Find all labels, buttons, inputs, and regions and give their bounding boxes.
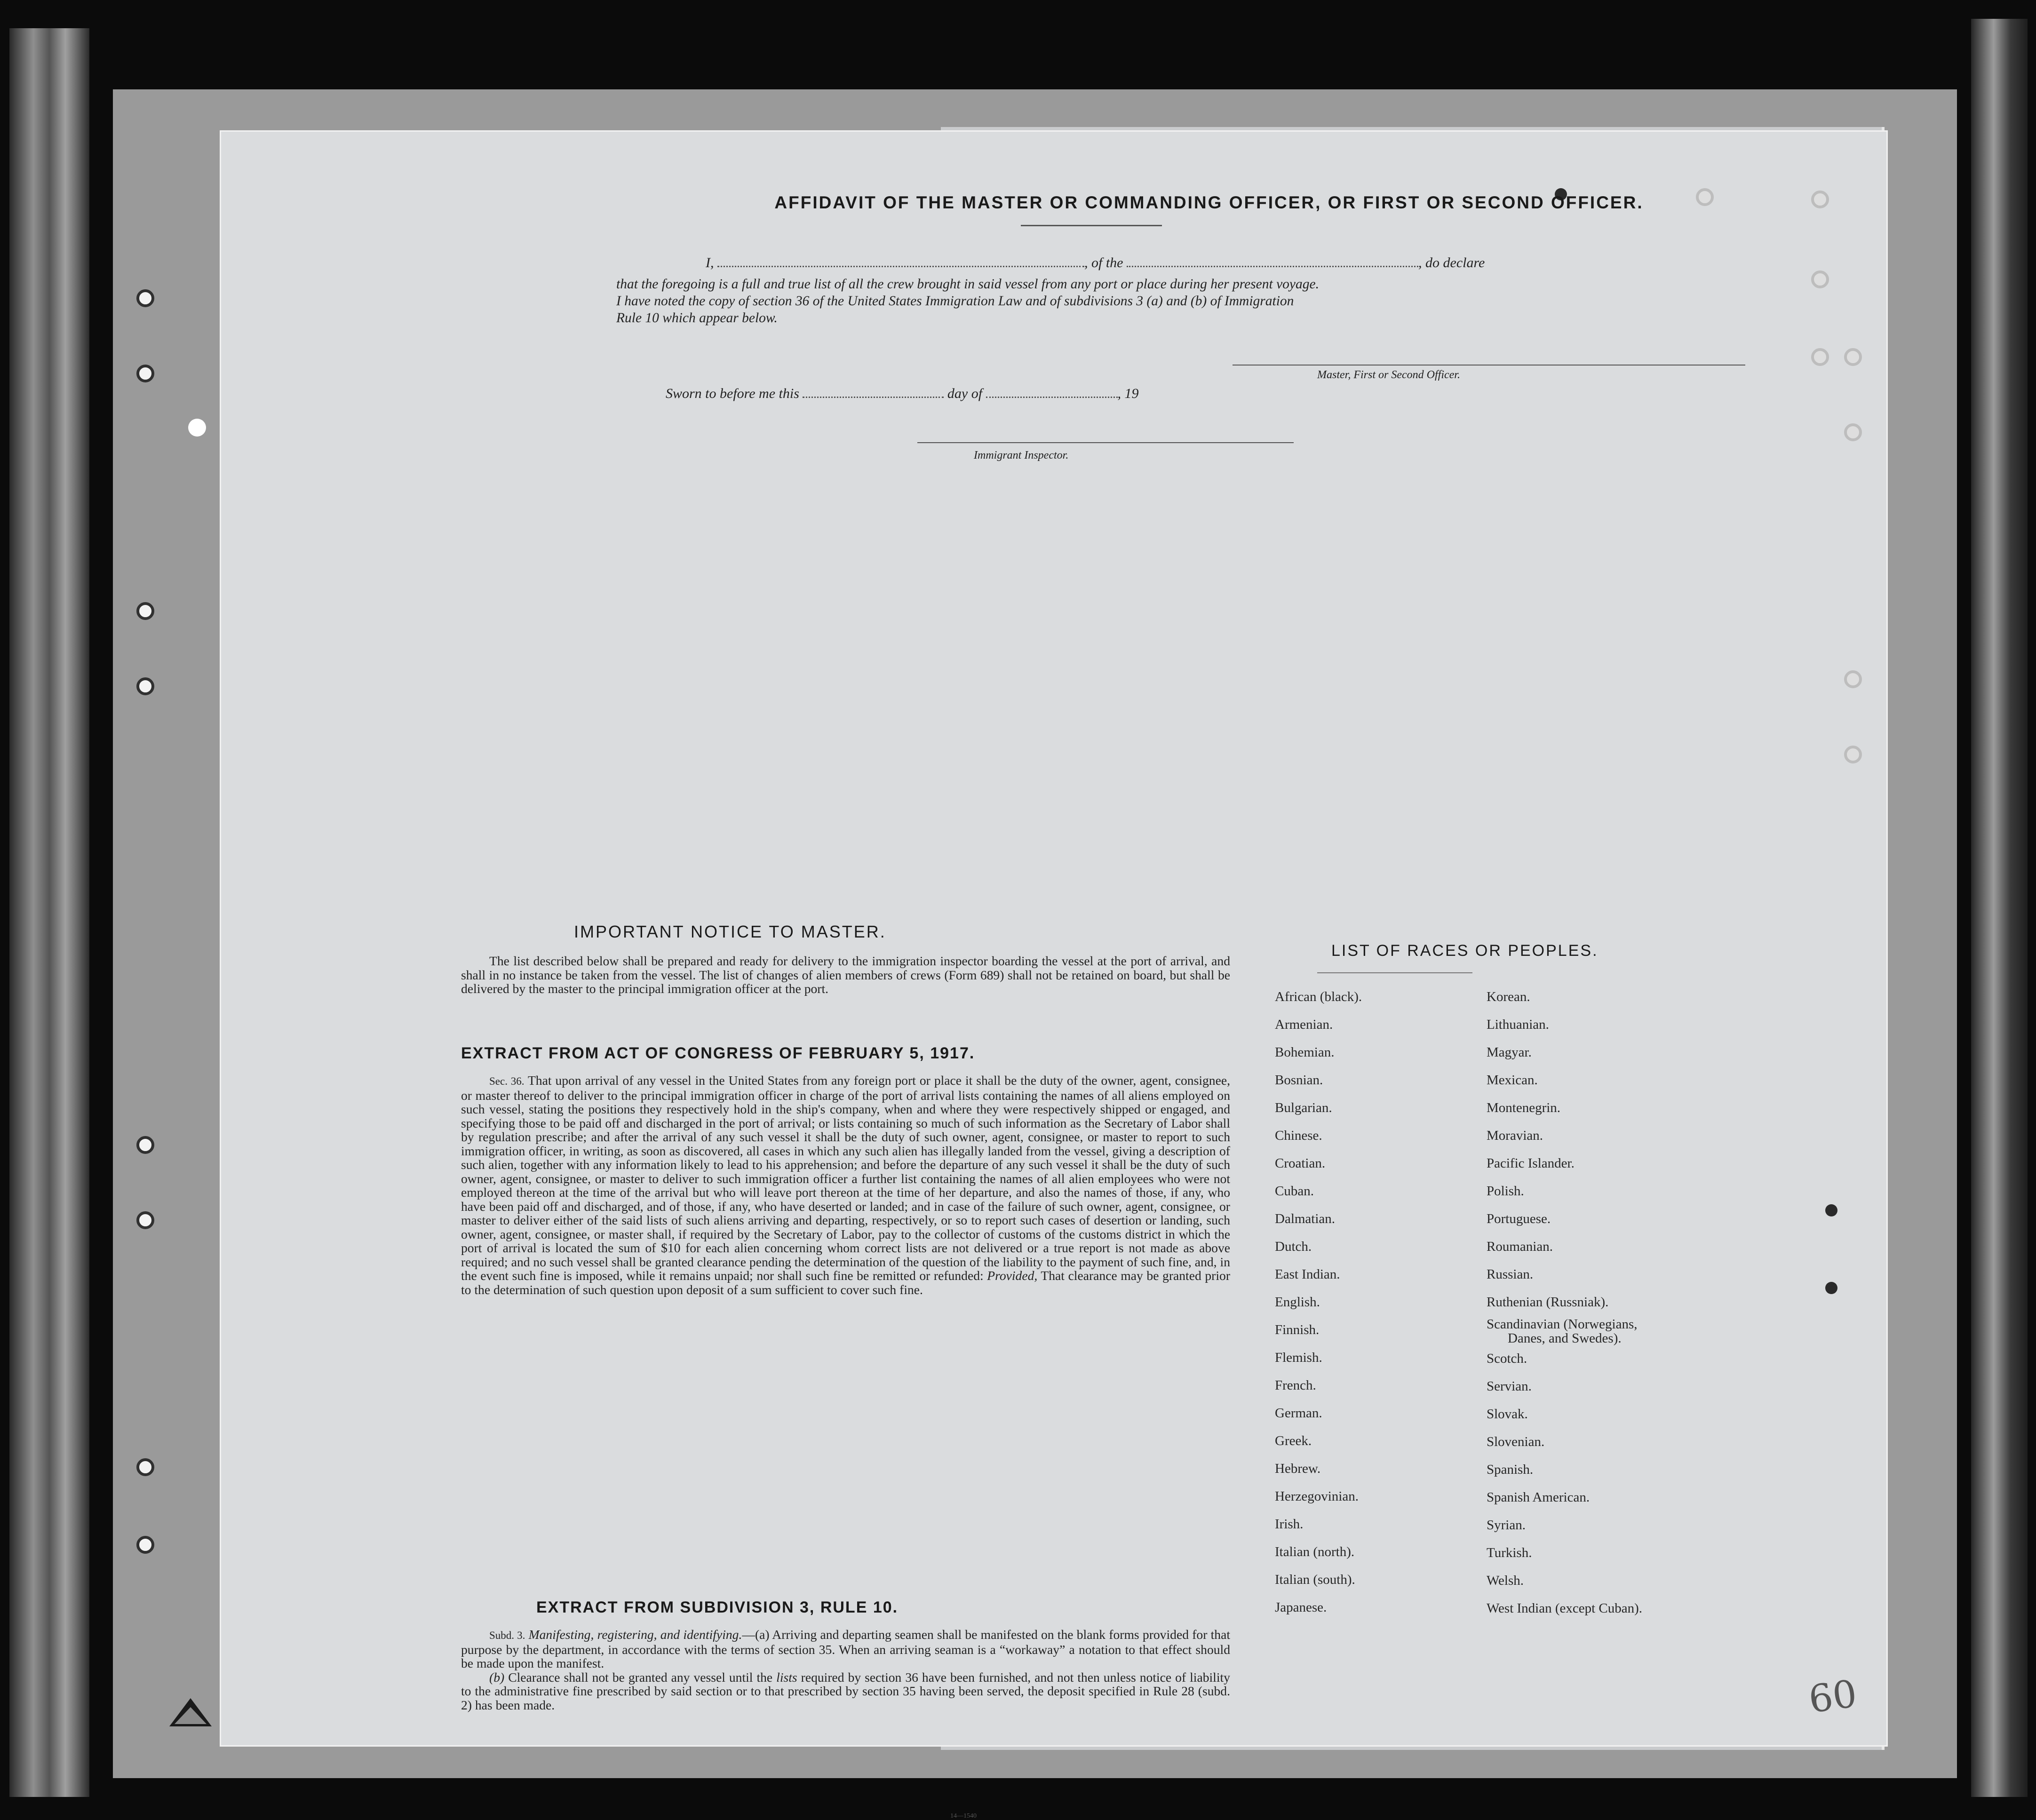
- list-item: Armenian.: [1275, 1017, 1333, 1032]
- punch-hole-icon: [1844, 670, 1862, 688]
- list-item: West Indian (except Cuban).: [1487, 1601, 1643, 1616]
- sworn-day-of: day of: [947, 386, 983, 401]
- affidavit-title: AFFIDAVIT OF THE MASTER OR COMMANDING OFFICER, OR FIRST OR SECOND OFFICER.: [774, 193, 1644, 212]
- notice-title: IMPORTANT NOTICE TO MASTER.: [574, 922, 886, 941]
- triangle-mark-inner: [175, 1707, 207, 1724]
- punch-hole-icon: [136, 289, 154, 307]
- name-blank: [717, 255, 1084, 267]
- list-item: Moravian.: [1487, 1128, 1543, 1143]
- divider: [1021, 225, 1162, 226]
- punch-hole-icon: [136, 1536, 154, 1554]
- handwritten-page-number: 60: [1806, 1671, 1860, 1722]
- list-item: Syrian.: [1487, 1518, 1526, 1533]
- sworn-year: , 19: [1117, 386, 1139, 401]
- extract-act-title: EXTRACT FROM ACT OF CONGRESS OF FEBRUARY 5, 1917.: [461, 1044, 975, 1062]
- punch-hole-icon: [1825, 1282, 1837, 1294]
- list-item: Welsh.: [1487, 1573, 1524, 1588]
- list-item: Chinese.: [1275, 1128, 1322, 1143]
- list-item: Mexican.: [1487, 1073, 1538, 1088]
- list-item: Danes, and Swedes).: [1508, 1331, 1622, 1346]
- declaration-suffix: , do declare: [1418, 255, 1485, 270]
- sworn-line: [666, 386, 1139, 402]
- binder-edge-left: [9, 28, 89, 1797]
- declaration-prefix: I,: [706, 255, 714, 270]
- signature-label: Master, First or Second Officer.: [1317, 369, 1460, 381]
- list-item: German.: [1275, 1406, 1322, 1421]
- list-item: Lithuanian.: [1487, 1017, 1549, 1032]
- section-label: Sec. 36.: [489, 1075, 525, 1087]
- list-item: Montenegrin.: [1487, 1100, 1561, 1115]
- list-item: Dalmatian.: [1275, 1211, 1336, 1226]
- list-item: African (black).: [1275, 989, 1362, 1004]
- list-item: Greek.: [1275, 1433, 1312, 1448]
- list-item: Bulgarian.: [1275, 1100, 1332, 1115]
- declaration-of-the: , of the: [1084, 255, 1123, 270]
- form-number: 14—1540: [950, 1812, 977, 1820]
- document-page: [221, 132, 1886, 1820]
- punch-hole-icon: [136, 1458, 154, 1476]
- list-item: Flemish.: [1275, 1350, 1322, 1365]
- declaration-line: [706, 255, 1485, 271]
- affidavit-line: Rule 10 which appear below.: [616, 310, 778, 326]
- list-item: Scandinavian (Norwegians,: [1487, 1317, 1638, 1332]
- list-item: Italian (south).: [1275, 1572, 1355, 1587]
- punch-hole-icon: [136, 365, 154, 382]
- list-item: Spanish.: [1487, 1462, 1534, 1477]
- notice-text: The list described below shall be prepared and ready for delivery to the immigration inspector boarding the vessel at the port of arrival, and shall in no instance be taken from the vessel. The list of changes of alien members of crews (Form 689) shall not be retained on board, but shall be delivered by the master to the principal immigration officer at the port.: [461, 954, 1230, 996]
- list-item: Finnish.: [1275, 1322, 1320, 1337]
- list-item: Bohemian.: [1275, 1045, 1335, 1060]
- punch-hole-icon: [1811, 191, 1829, 208]
- sworn-prefix: Sworn to before me this: [666, 386, 799, 401]
- list-item: Turkish.: [1487, 1545, 1532, 1560]
- punch-hole-icon: [188, 419, 206, 437]
- list-item: Scotch.: [1487, 1351, 1527, 1366]
- inspector-signature-line: [917, 442, 1294, 443]
- list-item: Slovenian.: [1487, 1434, 1545, 1449]
- list-item: Cuban.: [1275, 1184, 1314, 1199]
- list-item: Korean.: [1487, 989, 1530, 1004]
- list-item: French.: [1275, 1378, 1316, 1393]
- list-item: East Indian.: [1275, 1267, 1340, 1282]
- extract-act-text: Sec. 36. That upon arrival of any vessel in the United States from any foreign port or place it shall be the duty of the owner, agent, consignee, or master thereof to deliver to the principal immigration officer in charge of the port of arrival lists containing the names of all aliens employed on such vessel, stating the positions they respectively hold in the ship's company, when and where they were respectively shipped or engaged, and specifying those to be paid off and discharged in the port of arrival; or lists containing so much of such information as the Secretary of Labor shall by regulation prescribe; and after the arrival of any such vessel it shall be the duty of such owner, agent, consignee, or master to report to such immigration officer, in writing, as soon as discovered, all cases in which any such alien has illegally landed from the vessel, giving a description of such alien, together with any information likely to lead to his apprehension; and before the departure of any such vessel it shall be the duty of such owner, agent, consignee, or master to deliver to such immigration officer a further list containing the names of all alien employees who were not employed thereon at the time of the arrival but who will leave port thereon at the time of her departure, and also the names of those, if any, who have been paid off and discharged, and of those, if any, who have deserted or landed; and in case of the failure of such owner, agent, consignee, or master to deliver either of the said lists of such aliens arriving and departing, respectively, or so to report such cases of desertion or landing, such owner, agent, consignee, or master shall, if required by the Secretary of Labor, pay to the collector of customs of the customs district in which the port of arrival is located the sum of $10 for each alien concerning whom correct lists are not delivered or a true report is not made as above required; and no such vessel shall be granted clearance pending the determination of the question of the liability to the payment of such fine, and, in the event such fine is imposed, while it remains unpaid; nor shall such fine be remitted or refunded: Provided, That clearance may be granted prior to the determination of such question upon deposit of a sum sufficient to cover such fine.: [461, 1073, 1231, 1297]
- affidavit-line: that the foregoing is a full and true list of all the crew brought in said vessel from any port or place during her present voyage.: [616, 277, 1319, 292]
- list-item: Pacific Islander.: [1487, 1156, 1575, 1171]
- list-item: Slovak.: [1487, 1407, 1528, 1422]
- races-right-column: [1487, 983, 1642, 1622]
- month-blank: [986, 386, 1118, 398]
- extract-rule-title: EXTRACT FROM SUBDIVISION 3, RULE 10.: [536, 1598, 899, 1616]
- punch-hole-icon: [1811, 270, 1829, 288]
- races-left-column: [1275, 983, 1362, 1621]
- punch-hole-icon: [1844, 348, 1862, 366]
- punch-hole-icon: [1844, 746, 1862, 763]
- divider: [1317, 972, 1472, 973]
- list-item: Hebrew.: [1275, 1461, 1321, 1476]
- list-item: Ruthenian (Russniak).: [1487, 1295, 1609, 1310]
- list-item: Japanese.: [1275, 1600, 1327, 1615]
- list-item: Portuguese.: [1487, 1211, 1551, 1226]
- subdivision-label: Subd. 3.: [489, 1629, 525, 1641]
- list-item: Roumanian.: [1487, 1239, 1553, 1254]
- list-item: Spanish American.: [1487, 1490, 1590, 1505]
- binder-edge-right: [1971, 19, 2028, 1797]
- punch-hole-icon: [1844, 423, 1862, 441]
- affidavit-line: I have noted the copy of section 36 of the United States Immigration Law and of subdivisions 3 (a) and (b) of Immigration: [616, 294, 1294, 309]
- list-item: Irish.: [1275, 1517, 1304, 1532]
- races-title: LIST OF RACES OR PEOPLES.: [1331, 942, 1599, 960]
- day-blank: [803, 386, 944, 398]
- list-item: Magyar.: [1487, 1045, 1532, 1060]
- punch-hole-icon: [1825, 1204, 1837, 1216]
- punch-hole-icon: [136, 1136, 154, 1154]
- punch-hole-icon: [136, 677, 154, 695]
- vessel-blank: [1127, 255, 1418, 267]
- list-item: Polish.: [1487, 1184, 1524, 1199]
- list-item: Servian.: [1487, 1379, 1532, 1394]
- list-item: English.: [1275, 1295, 1320, 1310]
- list-item: Dutch.: [1275, 1239, 1312, 1254]
- punch-hole-icon: [1811, 348, 1829, 366]
- extract-rule-text: Subd. 3. Manifesting, registering, and identifying.—(a) Arriving and departing seamen shall be manifested on the blank forms provided for that purpose by the department, in accordance with the terms of section 35. When an arriving seaman is a “workaway” a notation to that effect should be made upon the manifest. (b) Clearance shall not be granted any vessel until the lists required by section 36 have been furnished, and not then unless notice of liability to the administrative fine prescribed by said section or to that prescribed by section 35 having been served, the deposit specified in Rule 28 (subd. 2) has been made.: [461, 1627, 1231, 1712]
- list-item: Herzegovinian.: [1275, 1489, 1359, 1504]
- list-item: Croatian.: [1275, 1156, 1326, 1171]
- inspector-label: Immigrant Inspector.: [974, 449, 1069, 461]
- list-item: Italian (north).: [1275, 1544, 1355, 1559]
- punch-hole-icon: [136, 602, 154, 620]
- list-item: Bosnian.: [1275, 1073, 1323, 1088]
- punch-hole-icon: [136, 1211, 154, 1229]
- list-item: Russian.: [1487, 1267, 1534, 1282]
- affidavit-body: [616, 276, 1755, 326]
- signature-line: [1233, 365, 1745, 366]
